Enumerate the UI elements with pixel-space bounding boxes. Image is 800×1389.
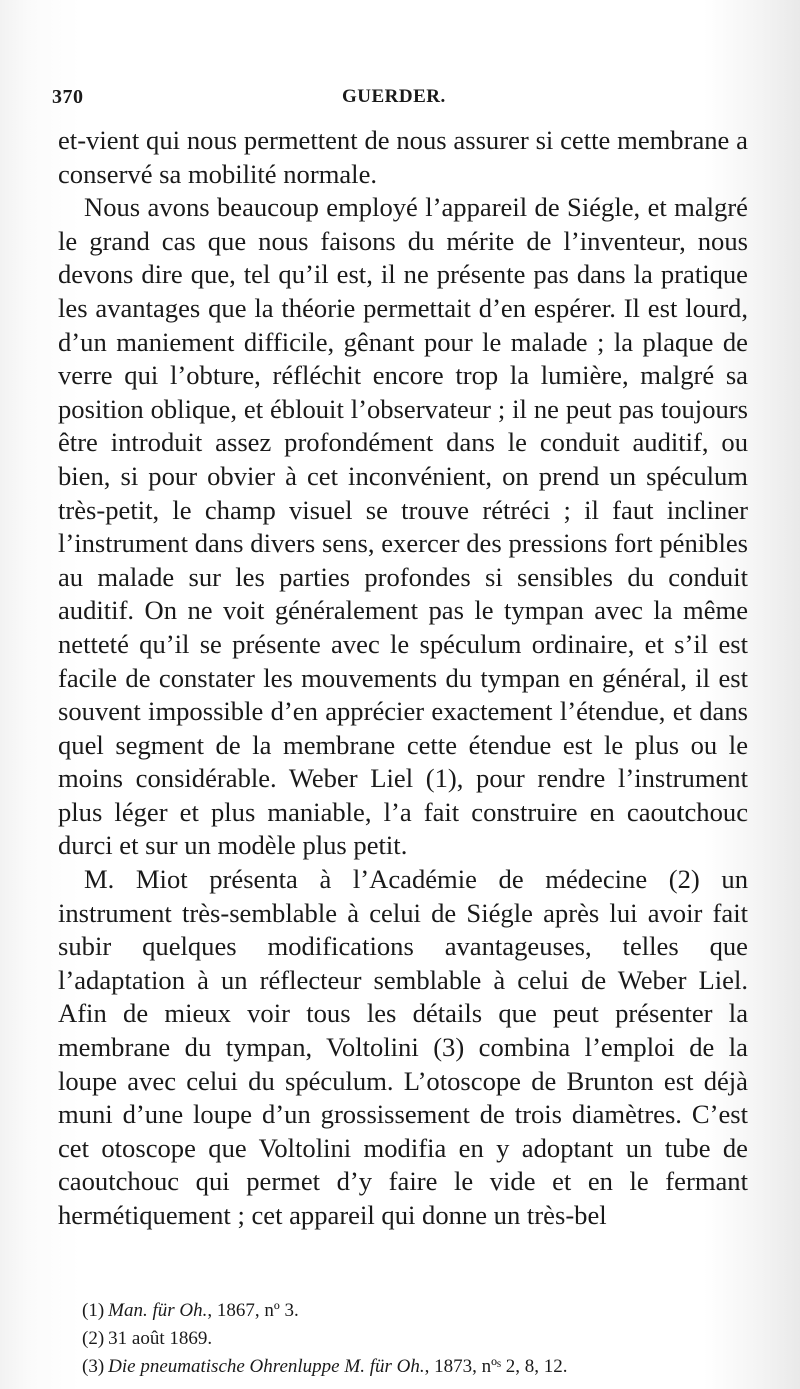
paragraph: M. Miot présenta à l’Académie de médecine (2) un instrument très-semblable à celui de Siégle après lui avoir fait subir quelques modifications avantageuses, telles que l’adaptation à un réflecteur semblable à celui de Weber Liel. Afin de mieux voir tous les détails que peut présenter la membrane du tympan, Voltolini (3) combina l’emploi de la loupe avec celui du spéculum. L’otoscope de Brunton est déjà muni d’une loupe d’un grossissement de trois diamètres. C’est cet otoscope que Voltolini modifia en y adoptant un tube de caoutchouc qui permet d’y faire le vide et en le fermant hermétiquement ; cet appareil qui donne un très-bel (58, 864, 748, 1230)
footnote (82, 1325, 762, 1353)
footnote-number: (3) (82, 1356, 105, 1377)
footnote-citation: 31 août 1869. (108, 1328, 213, 1349)
body-text (58, 124, 748, 1233)
footnote-citation-italic: Die pneumatische Ohrenluppe M. für Oh. (108, 1356, 425, 1377)
page-number: 370 (52, 86, 84, 108)
footnote-number: (1) (82, 1300, 105, 1321)
paragraph: Nous avons beaucoup employé l’appareil de Siégle, et malgré le grand cas que nous faisons du mérite de l’inventeur, nous devons dire que, tel qu’il est, il ne présente pas dans la pratique les avantages que la théorie permettait d’en espérer. Il est lourd, d’un maniement difficile, gênant pour le malade ; la plaque de verre qui l’obture, réfléchit encore trop la lumière, malgré sa position oblique, et éblouit l’observateur ; il ne peut pas toujours être introduit assez profondément dans le conduit auditif, ou bien, si pour obvier à cet inconvénient, on prend un spéculum très-petit, le champ visuel se trouve rétréci ; il faut incliner l’instrument dans divers sens, exercer des pressions fort pénibles au malade sur les parties profondes si sensibles du conduit auditif. On ne voit généralement pas le tympan avec la même netteté qu’il se présente avec le spéculum ordinaire, et s’il est facile de constater les mouvements du tympan en général, il est souvent impossible d’en apprécier exactement l’étendue, et dans quel segment de la membrane cette étendue est le plus ou le moins considérable. Weber Liel (1), pour rendre l’instrument plus léger et plus maniable, l’a fait construire en caoutchouc durci et sur un modèle plus petit. (58, 192, 748, 861)
footnote-citation-italic: Man. für Oh. (108, 1300, 208, 1321)
running-head: GUERDER. (342, 86, 446, 107)
footnote-citation: , 1873, nºˢ 2, 8, 12. (424, 1356, 568, 1377)
footnote (82, 1353, 762, 1381)
footnote (82, 1297, 762, 1325)
footnote-citation: , 1867, nº 3. (207, 1300, 299, 1321)
footnote-number: (2) (82, 1328, 105, 1349)
page-header (52, 86, 772, 116)
footnotes (82, 1297, 762, 1381)
paragraph: et-vient qui nous permettent de nous assurer si cette membrane a conservé sa mobilité normale. (58, 125, 748, 189)
